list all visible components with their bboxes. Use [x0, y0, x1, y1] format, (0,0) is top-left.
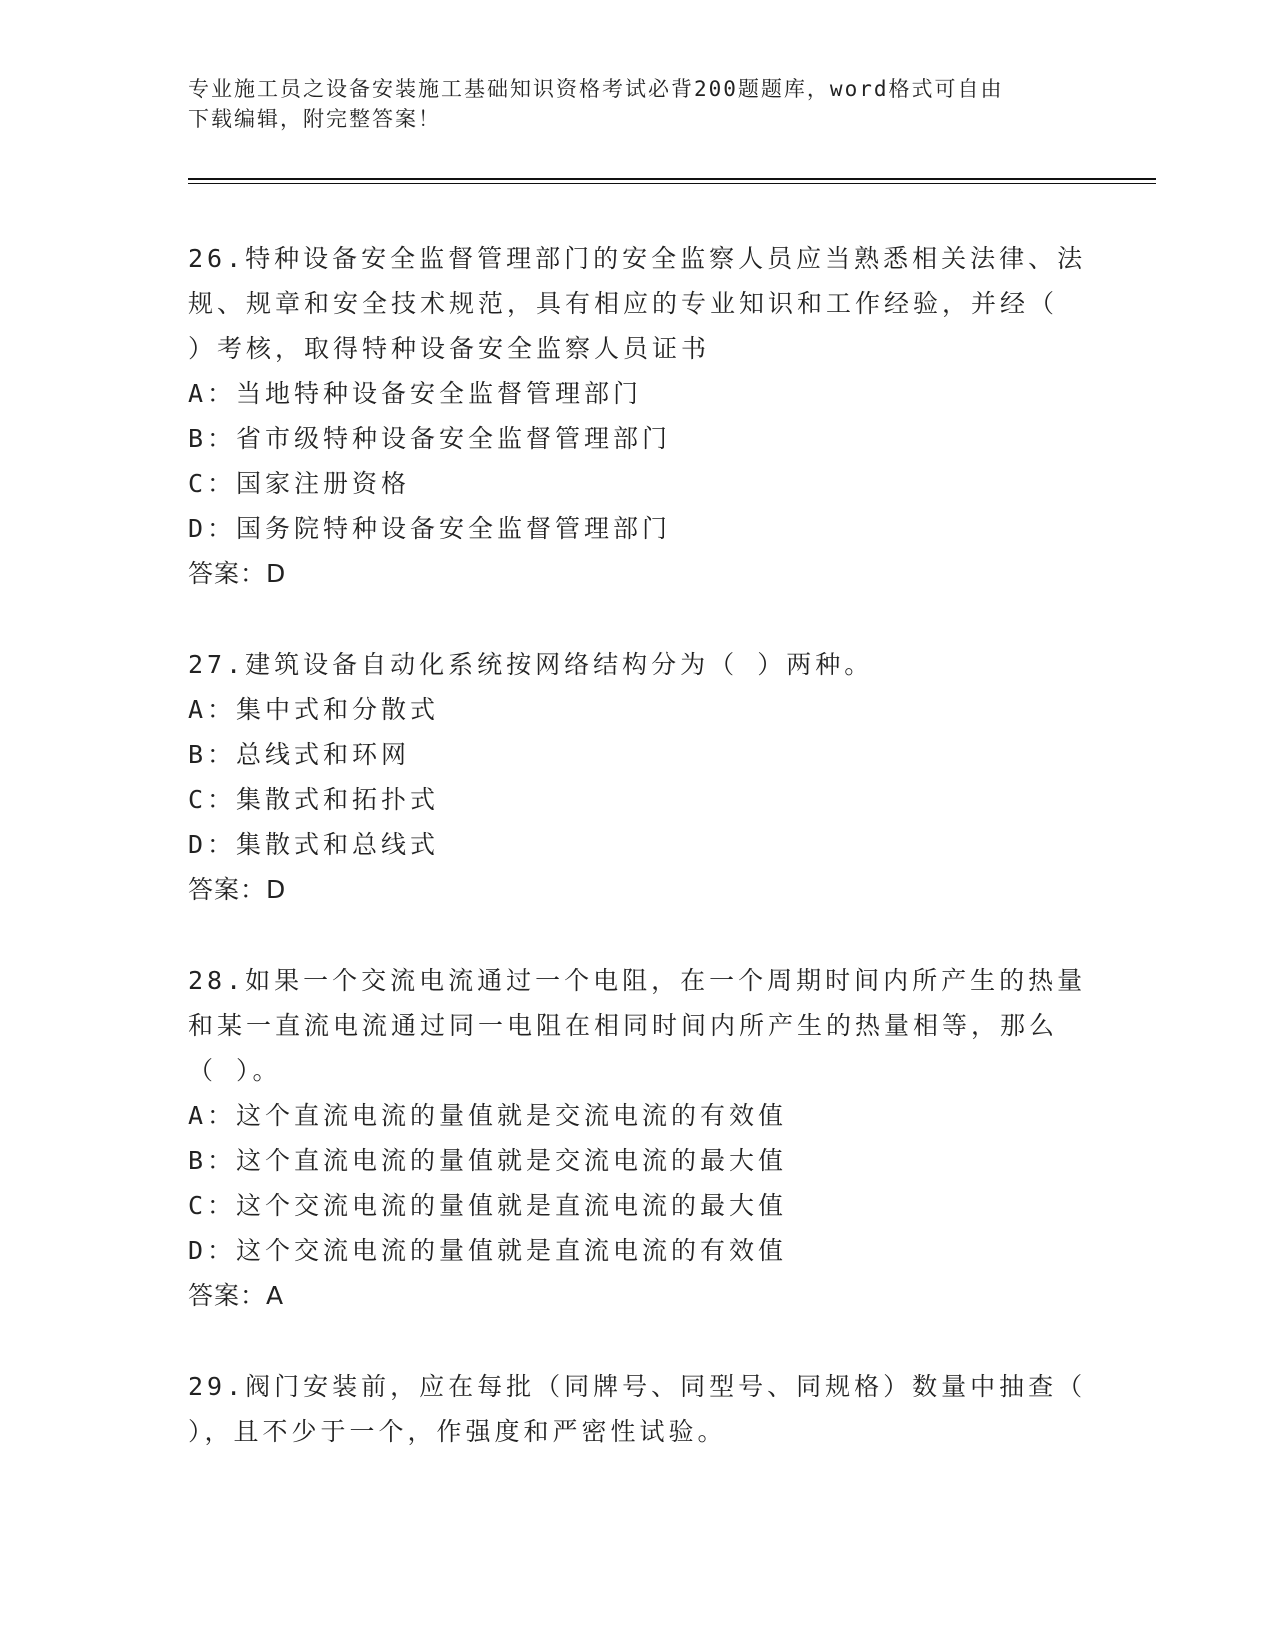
option-d: D：国务院特种设备安全监督管理部门: [188, 514, 672, 543]
option-a: A：这个直流电流的量值就是交流电流的有效值: [188, 1101, 788, 1130]
option-c: C：国家注册资格: [188, 469, 411, 498]
question-stem-line: 和某一直流电流通过同一电阻在相同时间内所产生的热量相等，那么: [188, 1011, 1059, 1040]
option-b: B：省市级特种设备安全监督管理部门: [188, 424, 672, 453]
question-stem-line: 规、规章和安全技术规范，具有相应的专业知识和工作经验，并经（: [188, 289, 1059, 318]
option-b: B：总线式和环网: [188, 740, 411, 769]
question-stem-line: ），且不少于一个，作强度和严密性试验。: [188, 1417, 727, 1446]
answer-line: 答案：D: [188, 875, 287, 904]
option-a: A：集中式和分散式: [188, 695, 440, 724]
header-divider-thin: [188, 183, 1156, 184]
question-29: [188, 1364, 1088, 1454]
header-line-2: 下载编辑，附完整答案！: [188, 107, 441, 131]
option-a: A：当地特种设备安全监督管理部门: [188, 379, 643, 408]
header-divider-thick: [188, 178, 1156, 180]
option-c: C：集散式和拓扑式: [188, 785, 440, 814]
answer-line: 答案：D: [188, 559, 287, 588]
question-28: [188, 958, 1088, 1318]
question-stem-line: ）考核，取得特种设备安全监察人员证书: [188, 334, 711, 363]
question-stem-line: 29.阀门安装前，应在每批（同牌号、同型号、同规格）数量中抽查（: [188, 1372, 1087, 1401]
option-c: C：这个交流电流的量值就是直流电流的最大值: [188, 1191, 788, 1220]
question-stem-line: 27.建筑设备自动化系统按网络结构分为（ ）两种。: [188, 650, 874, 679]
question-26: [188, 236, 1088, 596]
option-d: D：集散式和总线式: [188, 830, 440, 859]
option-d: D：这个交流电流的量值就是直流电流的有效值: [188, 1236, 788, 1265]
question-stem-line: （ ）。: [188, 1056, 282, 1085]
question-stem-line: 26.特种设备安全监督管理部门的安全监察人员应当熟悉相关法律、法: [188, 244, 1087, 273]
question-27: [188, 642, 1088, 912]
document-header: [188, 74, 1088, 134]
question-stem-line: 28.如果一个交流电流通过一个电阻，在一个周期时间内所产生的热量: [188, 966, 1087, 995]
option-b: B：这个直流电流的量值就是交流电流的最大值: [188, 1146, 788, 1175]
answer-line: 答案：A: [188, 1281, 285, 1310]
question-list: [188, 236, 1088, 1500]
header-line-1: 专业施工员之设备安装施工基础知识资格考试必背200题题库，word格式可自由: [188, 77, 1004, 101]
